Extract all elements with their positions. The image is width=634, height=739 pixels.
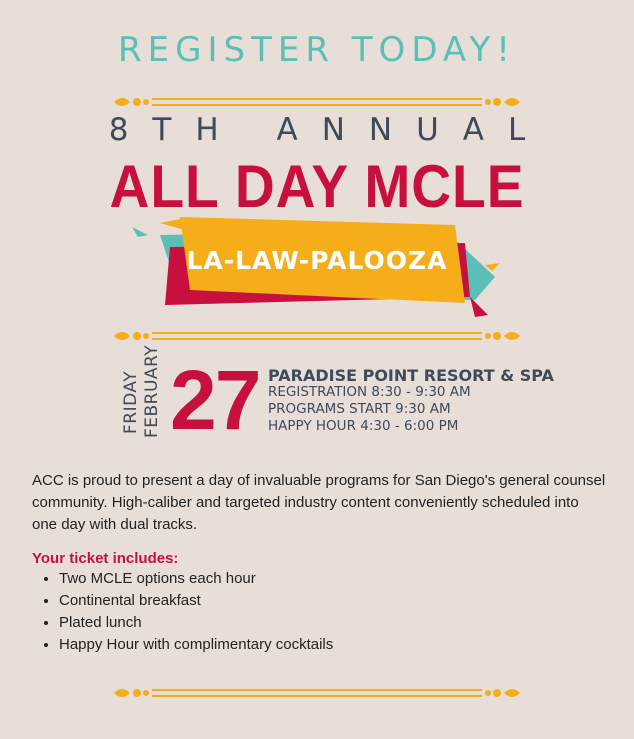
ornament-divider-middle [0, 326, 634, 346]
schedule-happy-hour: HAPPY HOUR 4:30 - 6:00 PM [268, 418, 459, 434]
list-item: • Two MCLE options each hour [59, 568, 333, 590]
date-day: 27 [170, 353, 260, 447]
date-weekday: FRIDAY [121, 370, 141, 434]
list-item: • Plated lunch [59, 612, 333, 634]
event-title: ALL DAY MCLE [109, 153, 525, 220]
register-heading: REGISTER TODAY! [118, 30, 516, 70]
schedule-registration: REGISTRATION 8:30 - 9:30 AM [268, 384, 471, 400]
ticket-list [32, 568, 333, 656]
edition-text: 8TH ANNUAL [108, 112, 550, 148]
venue-name: PARADISE POINT RESORT & SPA [268, 366, 554, 385]
schedule-programs: PROGRAMS START 9:30 AM [268, 401, 451, 417]
ticket-heading: Your ticket includes: [32, 550, 179, 567]
list-item: • Continental breakfast [59, 590, 333, 612]
list-item: • Happy Hour with complimentary cocktails [59, 634, 333, 656]
event-theme: LA-LAW-PALOOZA [186, 246, 448, 275]
ornament-divider-top [0, 92, 634, 112]
ornament-divider-bottom [0, 683, 634, 703]
event-description: ACC is proud to present a day of invaluable programs for San Diego's general counsel community. High-caliber and targeted industry content conveniently scheduled into one day with dual tracks. [32, 472, 606, 533]
date-month: FEBRUARY [142, 344, 162, 438]
